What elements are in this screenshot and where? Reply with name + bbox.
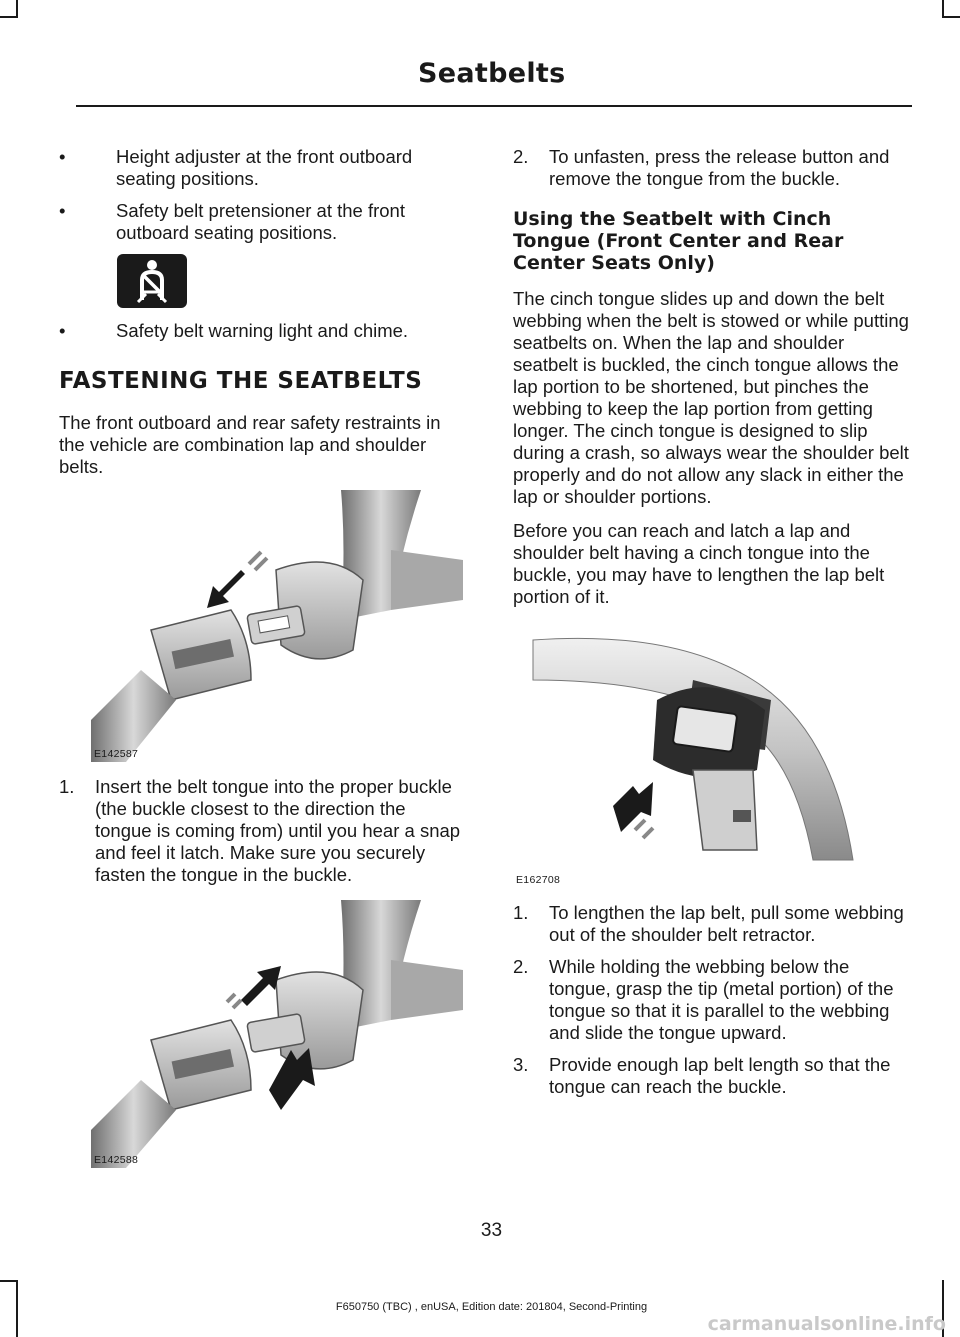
step-text: To unfasten, press the release button and remove the tongue from the buckle. xyxy=(549,146,890,189)
subsection-heading: Using the Seatbelt with Cinch Tongue (Front Center and Rear Center Seats Only) xyxy=(513,208,844,274)
step-text: To lengthen the lap belt, pull some webbing out of the shoulder belt retractor. xyxy=(549,902,904,945)
list-item xyxy=(59,320,467,342)
bullet-mark: • xyxy=(59,146,66,167)
section-heading: FASTENING THE SEATBELTS xyxy=(59,368,423,394)
right-column xyxy=(513,146,909,1108)
seatbelt-warning-icon xyxy=(117,254,187,308)
crop-mark-bottom-left-h xyxy=(0,1280,18,1282)
watermark: carmanualsonline.info xyxy=(707,1313,946,1335)
bullet-text: Height adjuster at the front outboard seating positions. xyxy=(116,146,413,189)
list-item xyxy=(59,776,467,886)
figure-code: E162708 xyxy=(516,874,561,886)
bullet-mark: • xyxy=(59,200,66,221)
bullet-text: Safety belt warning light and chime. xyxy=(116,320,409,341)
list-item xyxy=(59,200,467,244)
crop-mark-top-right-v xyxy=(942,0,944,16)
intro-paragraph: The front outboard and rear safety restraints in the vehicle are combination lap and shoulder belts. xyxy=(59,412,441,477)
crop-mark-top-left-h xyxy=(0,16,18,18)
cinch-tongue-illustration xyxy=(513,620,885,888)
step-text: Provide enough lap belt length so that the tongue can reach the buckle. xyxy=(549,1054,891,1097)
footer-edition: F650750 (TBC) , enUSA, Edition date: 201804, Second-Printing xyxy=(335,1301,648,1313)
step-number: 3. xyxy=(513,1054,529,1075)
figure-code: E142588 xyxy=(94,1154,139,1166)
crop-mark-top-left-v xyxy=(16,0,18,16)
buckle-illustration xyxy=(91,490,463,762)
figure-buckle-latch xyxy=(91,900,463,1168)
page-title: Seatbelts xyxy=(418,58,566,89)
paragraph: The cinch tongue slides up and down the belt webbing when the belt is stowed or while putting seatbelts on. When the lap and shoulder seatbelt is buckled, the cinch tongue allows the lap portion to be shortened, but pinches the webbing to keep the lap portion from getting longer. The cinch tongue is designed to slip during a crash, so always wear the shoulder belt properly and do not allow any slack in either the lap or shoulder portions. xyxy=(513,288,909,507)
list-item xyxy=(513,956,909,1044)
step-number: 2. xyxy=(513,956,529,977)
crop-mark-top-right-h xyxy=(942,16,960,18)
list-item xyxy=(513,146,909,190)
step-text: Insert the belt tongue into the proper buckle (the buckle closest to the direction the tongue is coming from) until you hear a snap and feel it latch. Make sure you securely fasten the tongue in the buckle. xyxy=(95,776,461,885)
step-number: 1. xyxy=(59,776,75,797)
paragraph: Before you can reach and latch a lap and shoulder belt having a cinch tongue into the buckle, you may have to lengthen the lap belt portion of it. xyxy=(513,520,885,607)
list-item xyxy=(513,902,909,946)
header-divider xyxy=(76,105,912,107)
figure-code: E142587 xyxy=(94,748,139,760)
bullet-text: Safety belt pretensioner at the front outboard seating positions. xyxy=(116,200,405,243)
list-item xyxy=(513,1054,909,1098)
figure-cinch-tongue xyxy=(513,620,885,888)
step-number: 1. xyxy=(513,902,529,923)
step-text: While holding the webbing below the tongue, grasp the tip (metal portion) of the tongue so that it is parallel to the webbing and slide the tongue upward. xyxy=(549,956,894,1043)
figure-buckle-insert xyxy=(91,490,463,762)
bullet-mark: • xyxy=(59,320,66,341)
list-item xyxy=(59,146,467,190)
buckle-illustration xyxy=(91,900,463,1168)
left-column xyxy=(59,146,467,1168)
step-number: 2. xyxy=(513,146,529,167)
page-number: 33 xyxy=(480,1220,503,1241)
